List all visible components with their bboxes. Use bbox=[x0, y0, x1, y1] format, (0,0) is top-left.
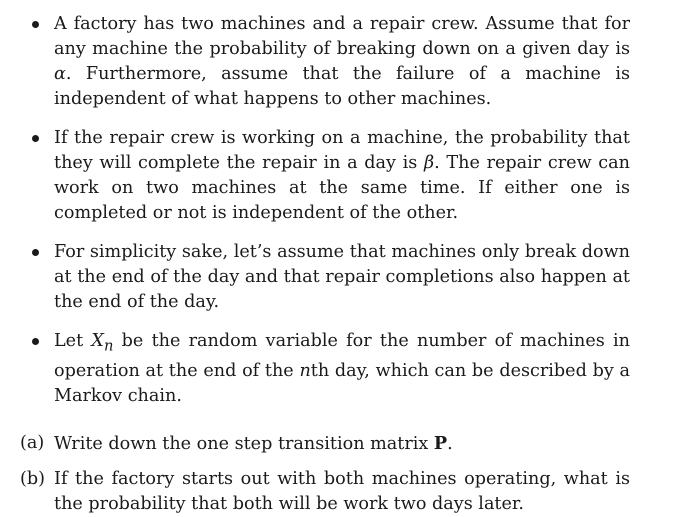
assumptions-list bbox=[20, 12, 630, 409]
bullet-text: th day, which can be described by a Markov chain. bbox=[54, 360, 630, 406]
beta-symbol: β bbox=[423, 153, 435, 173]
question-text: . bbox=[447, 433, 453, 454]
bullet-text: For simplicity sake, let’s assume that machines only break down at the end of the day and that repair completions also happen at the end of the day. bbox=[54, 242, 630, 312]
bullet-item-markov bbox=[20, 329, 630, 409]
bullet-item-machines bbox=[20, 12, 630, 112]
bullet-text: A factory has two machines and a repair crew. Assume that for any machine the probability of breaking down on a given day is bbox=[54, 14, 630, 59]
matrix-p: P bbox=[433, 432, 448, 454]
variable-n: n bbox=[299, 360, 311, 381]
bullet-item-simplicity bbox=[20, 240, 630, 315]
question-label: (a) bbox=[20, 432, 45, 453]
bullet-text: Let bbox=[54, 331, 92, 351]
alpha-symbol: α bbox=[54, 64, 66, 84]
question-b bbox=[20, 467, 630, 517]
bullet-item-repair-crew bbox=[20, 126, 630, 226]
bullet-text: If the repair crew is working on a machine, the probability that they will complete the repair in a day is bbox=[54, 128, 630, 173]
subscript-n: n bbox=[103, 337, 114, 355]
question-text: If the factory starts out with both machines operating, what is the probability that both will be work two days later. bbox=[54, 468, 630, 514]
questions-list bbox=[20, 431, 630, 517]
bullet-text: . The repair crew can work on two machines at the same time. If either one is completed or not is independent of the other. bbox=[54, 153, 630, 223]
question-text: Write down the one step transition matrix bbox=[54, 433, 434, 454]
bullet-text: be the random variable for the number of machines in operation at the end of the bbox=[54, 331, 630, 381]
bullet-text: . Furthermore, assume that the failure of a machine is independent of what happens to other machines. bbox=[54, 64, 630, 109]
question-label: (b) bbox=[20, 468, 45, 489]
question-a bbox=[20, 431, 630, 457]
variable-x: X bbox=[91, 331, 104, 351]
